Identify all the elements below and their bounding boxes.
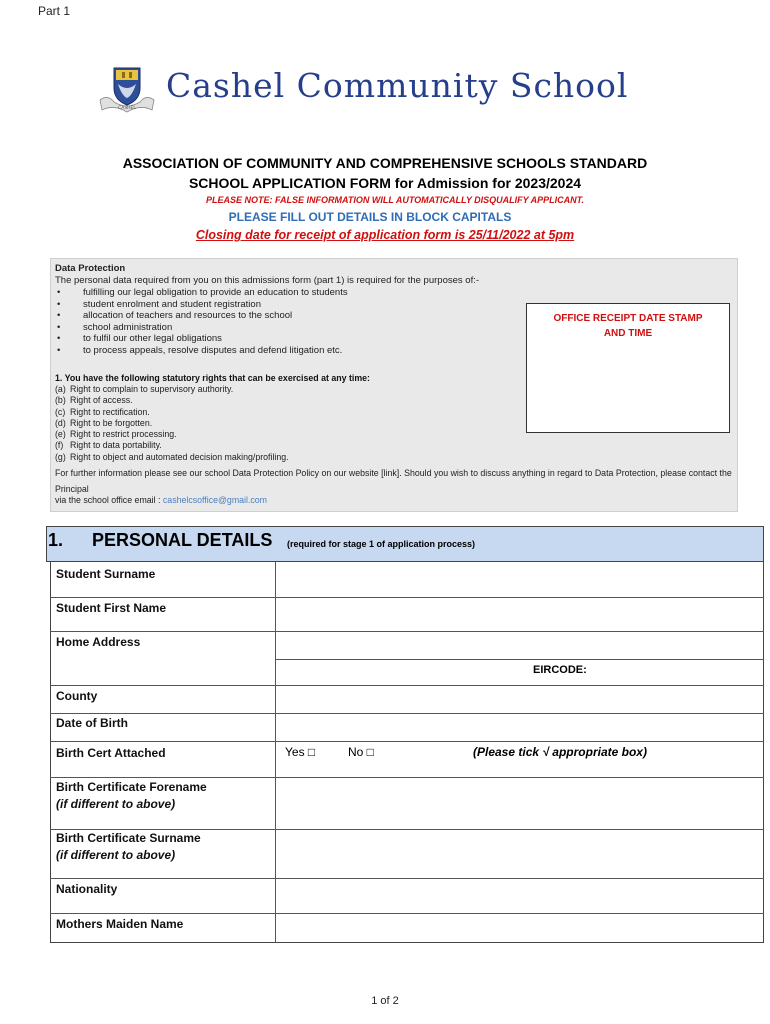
right-text: Right to restrict processing. [70, 429, 177, 440]
section-number: 1. [48, 530, 64, 550]
crest-motto: CASHEL [118, 106, 136, 111]
rights-list [55, 384, 289, 463]
right-item [55, 429, 289, 440]
purpose-item: • fulfilling our legal obligation to provide an education to students [55, 287, 348, 299]
form-title-line1: ASSOCIATION OF COMMUNITY AND COMPREHENSIVE SCHOOLS STANDARD [122, 155, 648, 171]
right-text: Right to data portability. [70, 440, 162, 451]
bc-surname-field[interactable] [276, 830, 763, 878]
right-item [55, 452, 289, 463]
purpose-item: • allocation of teachers and resources to the school [55, 310, 348, 322]
purpose-item: • to fulfil our other legal obligations [55, 333, 348, 345]
if-different-note: (if different to above) [56, 848, 176, 862]
eircode-label: EIRCODE: [533, 664, 587, 676]
purpose-item: • to process appeals, resolve disputes and defend litigation etc. [55, 345, 348, 357]
stamp-line1: OFFICE RECEIPT DATE STAMP [553, 313, 703, 324]
county-label: County [56, 689, 98, 703]
right-letter: (e) [55, 429, 66, 440]
stamp-line2: AND TIME [603, 328, 653, 339]
student-surname-label: Student Surname [56, 567, 156, 581]
home-address-label: Home Address [56, 635, 141, 649]
if-different-note: (if different to above) [56, 797, 176, 811]
false-info-warning: PLEASE NOTE: FALSE INFORMATION WILL AUTOMATICALLY DISQUALIFY APPLICANT. [206, 195, 584, 205]
office-receipt-stamp-box [526, 303, 730, 433]
row-divider [50, 741, 764, 742]
right-letter: (c) [55, 406, 66, 417]
right-text: Right to object and automated decision making/profiling. [70, 451, 289, 462]
data-protection-heading: Data Protection [55, 263, 126, 274]
right-item [55, 384, 289, 395]
birth-cert-no-checkbox[interactable]: No □ [348, 745, 374, 759]
eircode-field[interactable] [600, 660, 763, 685]
tick-instruction: (Please tick √ appropriate box) [473, 745, 647, 759]
student-first-name-label: Student First Name [56, 601, 167, 615]
right-text: Right to be forgotten. [70, 417, 153, 428]
bc-forename-field[interactable] [276, 778, 763, 829]
right-letter: (d) [55, 417, 66, 428]
office-email-link[interactable]: cashelcsoffice@gmail.com [162, 495, 268, 505]
bc-forename-label: Birth Certificate Forename [56, 780, 207, 794]
purposes-list [55, 287, 348, 357]
rights-heading: 1. You have the following statutory rights that can be exercised at any time: [55, 373, 370, 383]
date-of-birth-field[interactable] [276, 714, 763, 741]
closing-date-notice: Closing date for receipt of application form is 25/11/2022 at 5pm [195, 228, 575, 242]
bc-surname-if-different [56, 847, 175, 863]
further-information: For further information please see our school Data Protection Policy on our website [link]. Should you wish to discuss anything in regard to Data Protection, please contact the Principal [55, 468, 732, 494]
purpose-item: • school administration [55, 322, 348, 334]
right-text: Right of access. [70, 395, 133, 406]
right-item [55, 395, 289, 406]
student-first-name-field[interactable] [276, 598, 763, 631]
mothers-maiden-name-field[interactable] [276, 914, 763, 942]
school-crest-icon [96, 64, 158, 116]
right-text: Right to rectification. [70, 406, 150, 417]
part-label: Part 1 [38, 4, 71, 18]
right-letter: (a) [55, 384, 66, 394]
nationality-label: Nationality [56, 882, 118, 896]
data-protection-intro: The personal data required from you on this admissions form (part 1) is required for the purposes of:- [55, 275, 480, 286]
school-name-logo: Cashel Community School [166, 66, 629, 105]
via-label: via the school office email : [55, 495, 163, 505]
right-item [55, 440, 289, 451]
bc-surname-label: Birth Certificate Surname [56, 831, 201, 845]
bc-forename-if-different [56, 796, 175, 812]
office-email-line [55, 495, 267, 505]
student-surname-field[interactable] [276, 563, 763, 597]
birth-cert-yes-checkbox[interactable]: Yes □ [285, 745, 316, 759]
nationality-field[interactable] [276, 879, 763, 913]
mothers-maiden-name-label: Mothers Maiden Name [56, 917, 184, 931]
section-note: (required for stage 1 of application process) [287, 539, 476, 549]
right-letter: (f) [55, 440, 64, 451]
right-text: Right to complain to supervisory authority. [70, 384, 234, 394]
right-letter: (g) [55, 451, 66, 462]
section-title: PERSONAL DETAILS [92, 530, 273, 550]
county-field[interactable] [276, 686, 763, 713]
date-of-birth-label: Date of Birth [56, 716, 128, 730]
right-item [55, 418, 289, 429]
birth-cert-attached-label: Birth Cert Attached [56, 746, 166, 760]
block-capitals-instruction: PLEASE FILL OUT DETAILS IN BLOCK CAPITALS [228, 210, 512, 224]
purpose-item: • student enrolment and student registration [55, 299, 348, 311]
home-address-field[interactable] [276, 632, 763, 659]
right-letter: (b) [55, 395, 66, 406]
form-title-line2: SCHOOL APPLICATION FORM for Admission for 2023/2024 [188, 175, 582, 191]
right-item [55, 407, 289, 418]
page-number: 1 of 2 [371, 995, 399, 1007]
